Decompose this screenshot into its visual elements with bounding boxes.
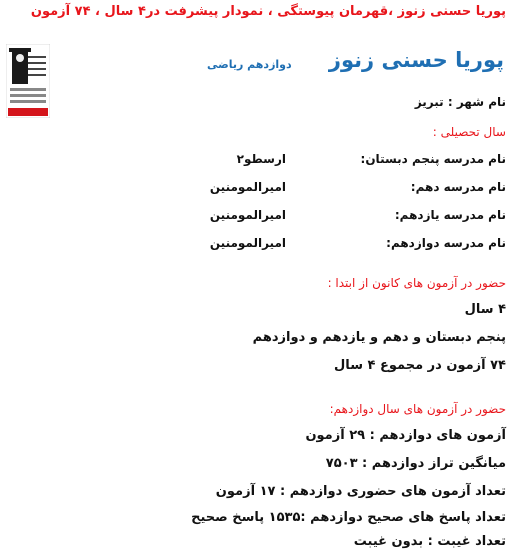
twelfth-line: میانگین تراز دوازدهم : ۷۵۰۳ — [325, 456, 506, 471]
school-value: امیرالمومنین — [209, 208, 286, 222]
education-heading: سال تحصیلی : — [432, 125, 506, 139]
twelfth-line: آزمون های دوازدهم : ۲۹ آزمون — [305, 428, 506, 443]
school-label: نام مدرسه دوازدهم: — [386, 236, 506, 250]
headline: پوریا حسنی زنوز ،قهرمان پیوستگی ، نمودار پیشرفت در۴ سال ، ۷۴ آزمون — [30, 4, 506, 19]
city: نام شهر : تبریز — [414, 95, 506, 109]
kanoon-line: ۴ سال — [464, 302, 506, 317]
twelfth-line: تعداد آزمون های حضوری دوازدهم : ۱۷ آزمون — [215, 484, 506, 499]
school-label: نام مدرسه پنجم دبستان: — [360, 152, 506, 166]
student-name: پوریا حسنی زنوز — [328, 48, 504, 72]
school-value: امیرالمومنین — [209, 236, 286, 250]
school-value: ارسطو۲ — [236, 152, 286, 166]
kanoon-line: ۷۴ آزمون در مجموع ۴ سال — [334, 358, 506, 373]
school-label: نام مدرسه دهم: — [410, 180, 506, 194]
twelfth-heading: حضور در آزمون های سال دوازدهم: — [329, 402, 506, 416]
kanoon-line: پنجم دبستان و دهم و یازدهم و دوازدهم — [252, 330, 506, 345]
student-grade: دوازدهم ریاضی — [207, 58, 292, 71]
kanoon-heading: حضور در آزمون های کانون از ابتدا : — [327, 276, 506, 290]
school-label: نام مدرسه یازدهم: — [394, 208, 506, 222]
twelfth-line: تعداد غیبت : بدون غیبت — [353, 534, 506, 549]
kanoon-logo — [6, 44, 50, 118]
school-value: امیرالمومنین — [209, 180, 286, 194]
twelfth-line: تعداد پاسخ های صحیح دوازدهم :۱۵۳۵ پاسخ صحیح — [191, 510, 506, 525]
